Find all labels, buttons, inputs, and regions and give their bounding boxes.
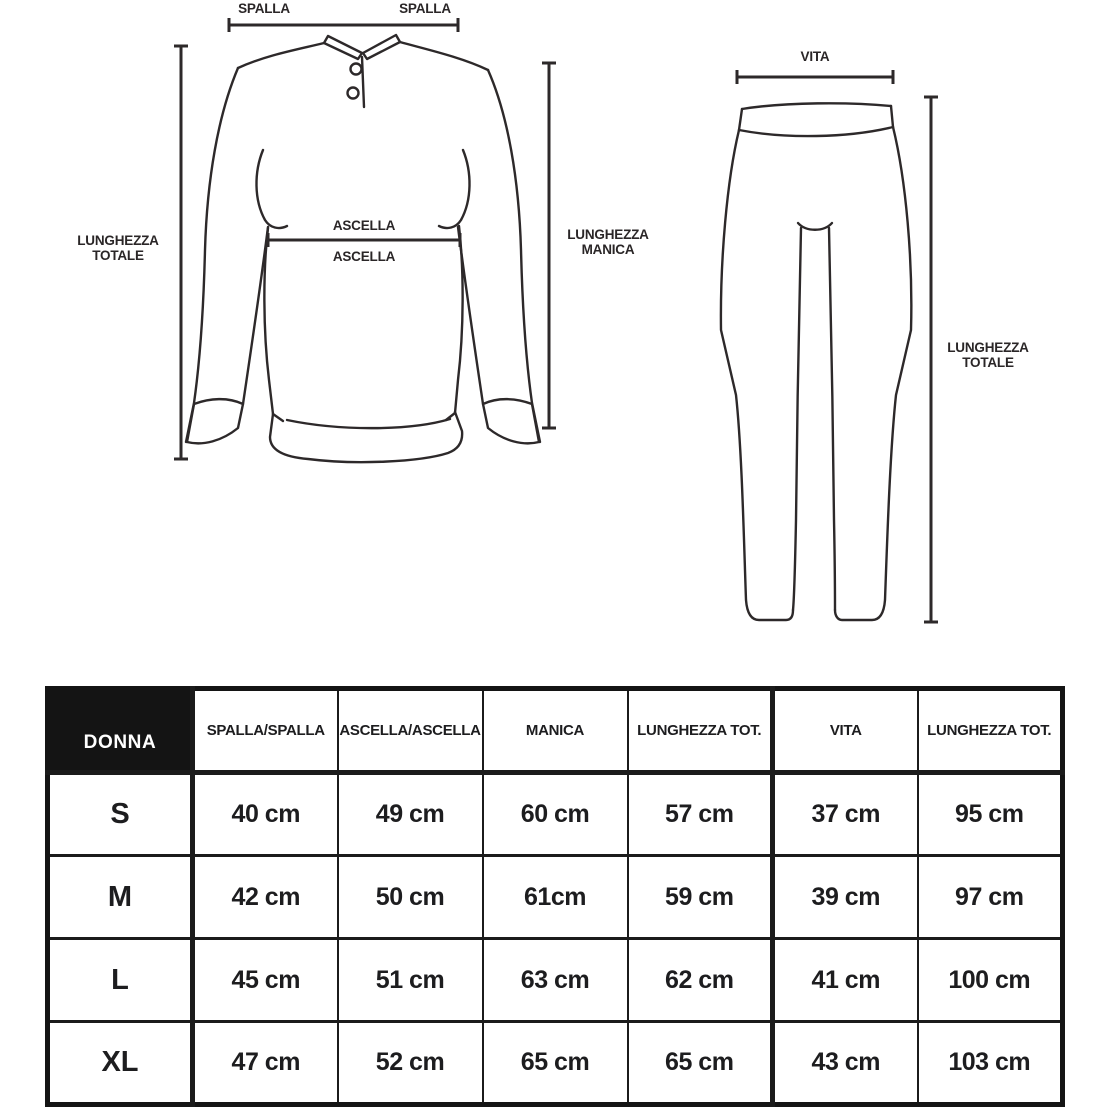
col-header-ascella-ascella: ASCELLA/ASCELLA: [338, 689, 483, 773]
sweater-shoulder-label-right: SPALLA: [399, 1, 451, 16]
size-label: L: [48, 939, 193, 1022]
value-cell: 52 cm: [338, 1022, 483, 1105]
pants-drawing: [721, 103, 911, 620]
col-header-vita: VITA: [773, 689, 918, 773]
pants-total-length-label: LUNGHEZZA TOTALE: [947, 340, 1029, 371]
col-header-lunghezza-tot-bottom: LUNGHEZZA TOT.: [918, 689, 1063, 773]
table-row-m: [48, 856, 1063, 939]
sweater-sleeve-length-label: LUNGHEZZA MANICA: [567, 227, 649, 258]
value-cell: 61cm: [483, 856, 628, 939]
value-cell: 50 cm: [338, 856, 483, 939]
value-cell: 42 cm: [193, 856, 338, 939]
size-table-header-row: [48, 689, 1063, 773]
value-cell: 45 cm: [193, 939, 338, 1022]
sweater-sleeve-length-measure-line: [542, 63, 556, 428]
table-corner-donna: DONNA: [48, 689, 193, 773]
table-row-s: [48, 773, 1063, 856]
sweater-chest-measure-line: [268, 233, 460, 247]
table-row-l: [48, 939, 1063, 1022]
size-label: S: [48, 773, 193, 856]
value-cell: 62 cm: [628, 939, 773, 1022]
value-cell: 103 cm: [918, 1022, 1063, 1105]
value-cell: 65 cm: [628, 1022, 773, 1105]
value-cell: 37 cm: [773, 773, 918, 856]
value-cell: 60 cm: [483, 773, 628, 856]
sweater-shoulder-label-left: SPALLA: [238, 1, 290, 16]
sweater-total-length-label: LUNGHEZZA TOTALE: [77, 233, 159, 264]
col-header-manica: MANICA: [483, 689, 628, 773]
table-row-xl: [48, 1022, 1063, 1105]
value-cell: 51 cm: [338, 939, 483, 1022]
value-cell: 49 cm: [338, 773, 483, 856]
value-cell: 100 cm: [918, 939, 1063, 1022]
value-cell: 65 cm: [483, 1022, 628, 1105]
pants-waist-measure-line: [737, 70, 893, 84]
size-label: M: [48, 856, 193, 939]
size-table: [45, 686, 1065, 1107]
sweater-chest-label-top: ASCELLA: [332, 218, 396, 233]
value-cell: 59 cm: [628, 856, 773, 939]
value-cell: 39 cm: [773, 856, 918, 939]
sweater-chest-label-bottom: ASCELLA: [332, 249, 396, 264]
pants-waist-label: VITA: [800, 49, 830, 64]
value-cell: 97 cm: [918, 856, 1063, 939]
col-header-spalla-spalla: SPALLA/SPALLA: [193, 689, 338, 773]
value-cell: 41 cm: [773, 939, 918, 1022]
size-label: XL: [48, 1022, 193, 1105]
value-cell: 63 cm: [483, 939, 628, 1022]
value-cell: 57 cm: [628, 773, 773, 856]
value-cell: 95 cm: [918, 773, 1063, 856]
value-cell: 47 cm: [193, 1022, 338, 1105]
value-cell: 43 cm: [773, 1022, 918, 1105]
sweater-shoulder-measure-line: [229, 18, 458, 32]
value-cell: 40 cm: [193, 773, 338, 856]
col-header-lunghezza-tot-top: LUNGHEZZA TOT.: [628, 689, 773, 773]
sweater-total-length-measure-line: [174, 46, 188, 459]
